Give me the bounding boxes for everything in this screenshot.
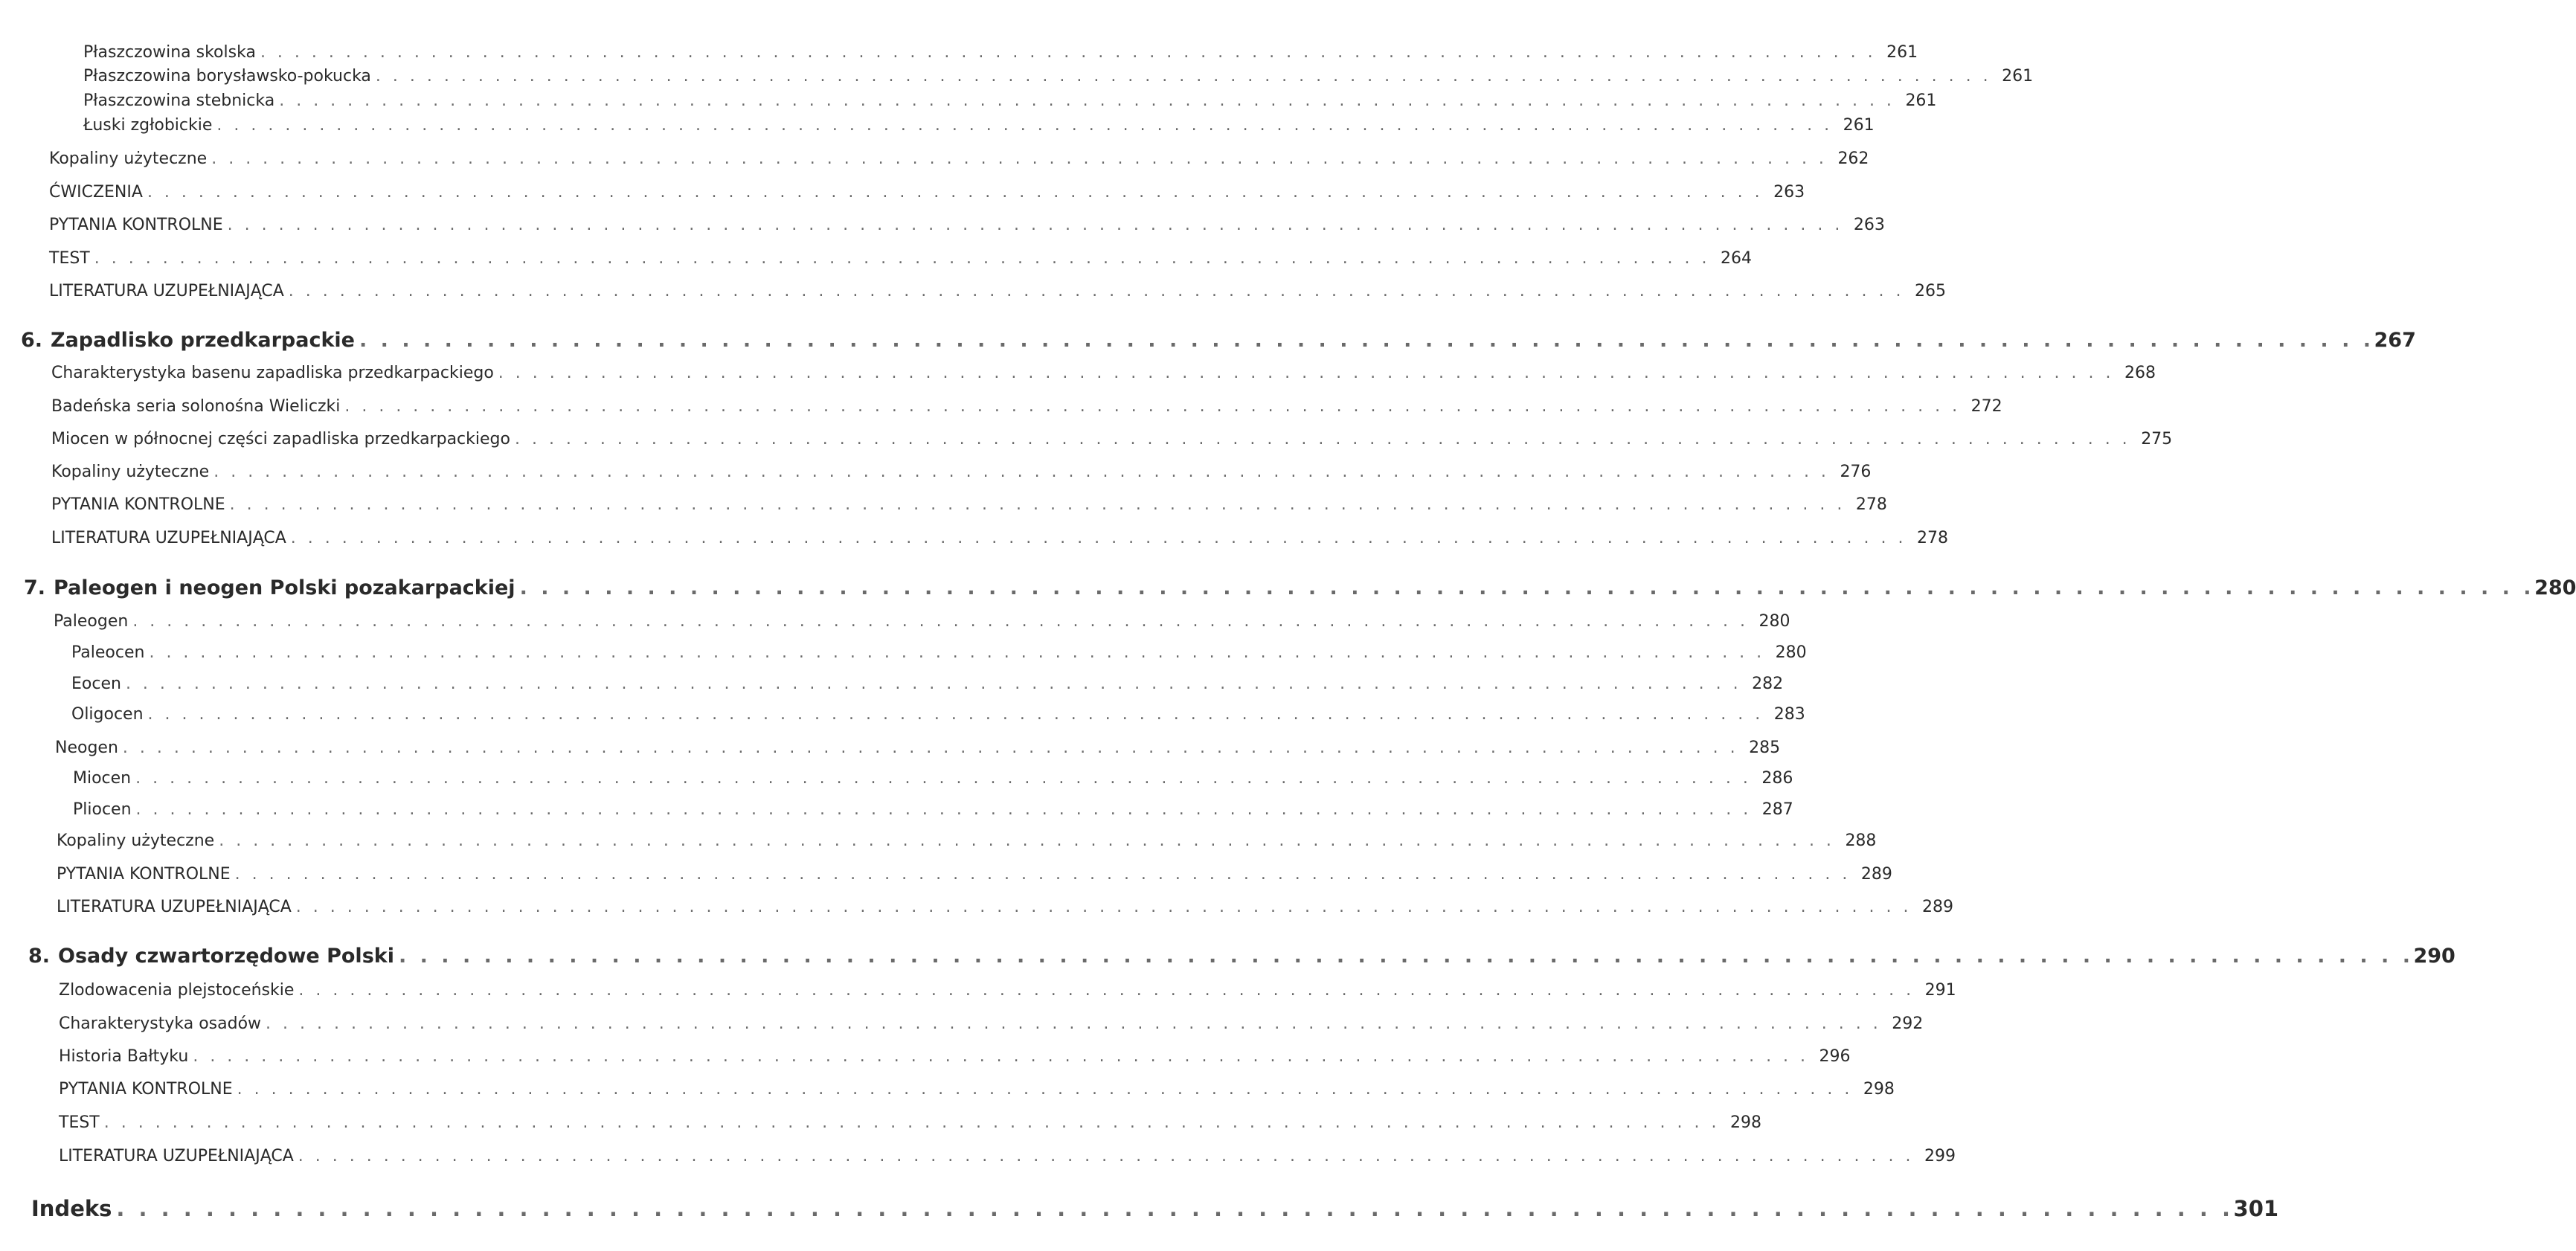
dot-leader: . . . . . . . . . . . . . . . . . . . . . . . . . . . . . . . . . . . . . . . . . . . . . . . . . . . . . . . . . . . . . . . . . . . . . . . . . . . . . . . . . . . . . . . . . . . . . . . [266,1014,1882,1033]
toc-entry [51,429,2173,450]
page-number: 283 [1773,705,1805,724]
page-number: 296 [1819,1047,1851,1066]
page-number: 267 [2374,329,2416,352]
toc-entry [57,831,1877,852]
toc-entry [83,91,1937,112]
page-number: 275 [2141,430,2173,448]
page-number: 289 [1860,865,1892,884]
dot-leader: . . . . . . . . . . . . . . . . . . . . . . . . . . . . . . . . . . . . . . . . . . . . . . . . . . . . . . . . . . . . . . . . . . . . . . . . . . . . . . . . . . . . . . . . . . . . . . . [213,463,1830,481]
chapter-number: 8. [28,945,51,968]
page-number: 262 [1837,149,1869,168]
dot-leader: . . . . . . . . . . . . . . . . . . . . . . . . . . . . . . . . . . . . . . . . . . . . . . . . . . . . . . . . . . . . . . . . . . . . . . . . . . . . . . . . . . . . . . . . . . . . . . . [103,1113,1720,1132]
toc-entry [51,396,2002,417]
entry-label: LITERATURA UZUPEŁNIAJĄCA [59,1147,294,1165]
page-number: 261 [1905,91,1937,110]
dot-leader: . . . . . . . . . . . . . . . . . . . . . . . . . . . . . . . . . . . . . . . . . . . . . . . . . . . . . . . . . . . . . . . . . . . . . . . . . . . . . . . . . . . . . . . . . . . . . . . [519,576,2535,599]
toc-entry [83,115,1875,136]
page-number: 298 [1863,1080,1895,1099]
toc-entry [83,66,2034,87]
entry-label: Paleocen [71,643,145,662]
dot-leader: . . . . . . . . . . . . . . . . . . . . . . . . . . . . . . . . . . . . . . . . . . . . . . . . . . . . . . . . . . . . . . . . . . . . . . . . . . . . . . . . . . . . . . . . . . . . . . . [216,116,1833,135]
entry-label: PYTANIA KONTROLNE [59,1080,233,1099]
dot-leader: . . . . . . . . . . . . . . . . . . . . . . . . . . . . . . . . . . . . . . . . . . . . . . . . . . . . . . . . . . . . . . . . . . . . . . . . . . . . . . . . . . . . . . . . . . . . . . . [290,529,1907,547]
toc-entry [71,674,1784,695]
chapter-heading [21,329,2416,353]
dot-leader: . . . . . . . . . . . . . . . . . . . . . . . . . . . . . . . . . . . . . . . . . . . . . . . . . . . . . . . . . . . . . . . . . . . . . . . . . . . . . . . . . . . . . . . . . . . . . . . [234,865,1851,884]
entry-label: LITERATURA UZUPEŁNIAJĄCA [51,529,286,547]
page-number: 298 [1729,1113,1761,1132]
chapter-heading [24,576,2576,600]
dot-leader: . . . . . . . . . . . . . . . . . . . . . . . . . . . . . . . . . . . . . . . . . . . . . . . . . . . . . . . . . . . . . . . . . . . . . . . . . . . . . . . . . . . . . . . . . . . . . . . [135,769,1752,788]
toc-entry [59,1146,1956,1167]
toc-entry [59,1079,1895,1100]
entry-label: LITERATURA UZUPEŁNIAJĄCA [57,898,292,916]
toc-entry [49,281,1946,302]
dot-leader: . . . . . . . . . . . . . . . . . . . . . . . . . . . . . . . . . . . . . . . . . . . . . . . . . . . . . . . . . . . . . . . . . . . . . . . . . . . . . . . . . . . . . . . . . . . . . . . [219,832,1835,850]
chapter-number: 7. [24,576,46,599]
page-number: 287 [1761,800,1793,819]
page-number: 278 [1855,495,1887,514]
dot-leader: . . . . . . . . . . . . . . . . . . . . . . . . . . . . . . . . . . . . . . . . . . . . . . . . . . . . . . . . . . . . . . . . . . . . . . . . . . . . . . . . . . . . . . . . . . . . . . . [298,1147,1914,1165]
entry-label: ĆWICZENIA [49,183,143,202]
page-number: 265 [1915,282,1946,300]
dot-leader: . . . . . . . . . . . . . . . . . . . . . . . . . . . . . . . . . . . . . . . . . . . . . . . . . . . . . . . . . . . . . . . . . . . . . . . . . . . . . . . . . . . . . . . . . . . . . . . [279,91,1895,110]
dot-leader: . . . . . . . . . . . . . . . . . . . . . . . . . . . . . . . . . . . . . . . . . . . . . . . . . . . . . . . . . . . . . . . . . . . . . . . . . . . . . . . . . . . . . . . . . . . . . . . [149,643,1765,662]
page-number: 292 [1892,1014,1924,1033]
page-number: 285 [1749,739,1781,757]
entry-label: LITERATURA UZUPEŁNIAJĄCA [49,282,284,300]
dot-leader: . . . . . . . . . . . . . . . . . . . . . . . . . . . . . . . . . . . . . . . . . . . . . . . . . . . . . . . . . . . . . . . . . . . . . . . . . . . . . . . . . . . . . . . . . . . . . . . [295,898,1912,916]
dot-leader: . . . . . . . . . . . . . . . . . . . . . . . . . . . . . . . . . . . . . . . . . . . . . . . . . . . . . . . . . . . . . . . . . . . . . . . . . . . . . . . . . . . . . . . . . . . . . . . [298,981,1915,1000]
dot-leader: . . . . . . . . . . . . . . . . . . . . . . . . . . . . . . . . . . . . . . . . . . . . . . . . . . . . . . . . . . . . . . . . . . . . . . . . . . . . . . . . . . . . . . . . . . . . . . . [193,1047,1809,1066]
entry-label: Kopaliny użyteczne [57,832,215,850]
dot-leader: . . . . . . . . . . . . . . . . . . . . . . . . . . . . . . . . . . . . . . . . . . . . . . . . . . . . . . . . . . . . . . . . . . . . . . . . . . . . . . . . . . . . . . . . . . . . . . . [147,705,1764,724]
entry-label: Charakterystyka basenu zapadliska przedkarpackiego [51,364,494,382]
dot-leader: . . . . . . . . . . . . . . . . . . . . . . . . . . . . . . . . . . . . . . . . . . . . . . . . . . . . . . . . . . . . . . . . . . . . . . . . . . . . . . . . . . . . . . . . . . . . . . . [288,282,1904,300]
dot-leader: . . . . . . . . . . . . . . . . . . . . . . . . . . . . . . . . . . . . . . . . . . . . . . . . . . . . . . . . . . . . . . . . . . . . . . . . . . . . . . . . . . . . . . . . . . . . . . . [132,612,1749,631]
entry-label: Miocen w północnej części zapadliska przedkarpackiego [51,430,510,448]
toc-entry [49,215,1885,236]
page-number: 264 [1720,249,1752,268]
dot-leader: . . . . . . . . . . . . . . . . . . . . . . . . . . . . . . . . . . . . . . . . . . . . . . . . . . . . . . . . . . . . . . . . . . . . . . . . . . . . . . . . . . . . . . . . . . . . . . . [237,1080,1853,1099]
dot-leader: . . . . . . . . . . . . . . . . . . . . . . . . . . . . . . . . . . . . . . . . . . . . . . . . . . . . . . . . . . . . . . . . . . . . . . . . . . . . . . . . . . . . . . . . . . . . . . . [375,67,1992,86]
toc-entry [59,980,1956,1001]
entry-label: Neogen [55,739,118,757]
toc-entry [51,495,1887,515]
dot-leader: . . . . . . . . . . . . . . . . . . . . . . . . . . . . . . . . . . . . . . . . . . . . . . . . . . . . . . . . . . . . . . . . . . . . . . . . . . . . . . . . . . . . . . . . . . . . . . . [211,149,1828,168]
toc-entry [49,149,1869,170]
page-number: 290 [2413,945,2455,968]
chapter-number: 6. [21,329,43,352]
page-number: 268 [2124,364,2156,382]
page-number: 299 [1924,1147,1956,1165]
toc-entry [71,704,1805,725]
entry-label: PYTANIA KONTROLNE [49,216,223,234]
toc-entry [59,1113,1761,1133]
chapter-title [28,945,399,968]
dot-leader: . . . . . . . . . . . . . . . . . . . . . . . . . . . . . . . . . . . . . . . . . . . . . . . . . . . . . . . . . . . . . . . . . . . . . . . . . . . . . . . . . . . . . . . . . . . . . . . [122,739,1739,757]
toc-entry [57,864,1892,885]
entry-label: Zlodowacenia plejstoceńskie [59,981,295,1000]
dot-leader: . . . . . . . . . . . . . . . . . . . . . . . . . . . . . . . . . . . . . . . . . . . . . . . . . . . . . . . . . . . . . . . . . . . . . . . . . . . . . . . . . . . . . . . . . . . . . . . [116,1196,2234,1221]
page-number: 272 [1970,397,2002,416]
toc-entry [57,897,1953,918]
entry-label: Płaszczowina skolska [83,43,256,62]
toc-entry [73,800,1793,820]
chapter-title-text: Osady czwartorzędowe Polski [58,945,394,968]
page-number: 261 [1843,116,1875,135]
entry-label: TEST [49,249,90,268]
page-number: 291 [1924,981,1956,1000]
entry-label: Płaszczowina stebnicka [83,91,275,110]
dot-leader: . . . . . . . . . . . . . . . . . . . . . . . . . . . . . . . . . . . . . . . . . . . . . . . . . . . . . . . . . . . . . . . . . . . . . . . . . . . . . . . . . . . . . . . . . . . . . . . [125,675,1742,693]
entry-label: Paleogen [54,612,129,631]
page-number: 289 [1922,898,1953,916]
dot-leader: . . . . . . . . . . . . . . . . . . . . . . . . . . . . . . . . . . . . . . . . . . . . . . . . . . . . . . . . . . . . . . . . . . . . . . . . . . . . . . . . . . . . . . . . . . . . . . . [344,397,1961,416]
entry-label: TEST [59,1113,100,1132]
dot-leader: . . . . . . . . . . . . . . . . . . . . . . . . . . . . . . . . . . . . . . . . . . . . . . . . . . . . . . . . . . . . . . . . . . . . . . . . . . . . . . . . . . . . . . . . . . . . . . . [498,364,2115,382]
toc-entry [59,1014,1924,1035]
dot-leader: . . . . . . . . . . . . . . . . . . . . . . . . . . . . . . . . . . . . . . . . . . . . . . . . . . . . . . . . . . . . . . . . . . . . . . . . . . . . . . . . . . . . . . . . . . . . . . . [147,183,1764,202]
entry-label: Oligocen [71,705,144,724]
entry-label: Miocen [73,769,132,788]
chapter-title-text: Paleogen i neogen Polski pozakarpackiej [54,576,515,599]
page-number: 280 [2534,576,2576,599]
page-number: 280 [1758,612,1790,631]
page-number: 288 [1845,832,1877,850]
toc-entry [51,363,2156,384]
toc-entry [51,462,1872,483]
page-number: 278 [1917,529,1948,547]
dot-leader: . . . . . . . . . . . . . . . . . . . . . . . . . . . . . . . . . . . . . . . . . . . . . . . . . . . . . . . . . . . . . . . . . . . . . . . . . . . . . . . . . . . . . . . . . . . . . . . [135,800,1752,819]
index-entry [31,1196,2279,1221]
page-number: 280 [1775,643,1807,662]
entry-label: PYTANIA KONTROLNE [51,495,225,514]
toc-entry [71,643,1807,663]
toc-entry [59,1046,1851,1067]
entry-label: Płaszczowina borysławsko-pokucka [83,67,371,86]
entry-label: Łuski zgłobickie [83,116,213,135]
dot-leader: . . . . . . . . . . . . . . . . . . . . . . . . . . . . . . . . . . . . . . . . . . . . . . . . . . . . . . . . . . . . . . . . . . . . . . . . . . . . . . . . . . . . . . . . . . . . . . . [227,216,1843,234]
dot-leader: . . . . . . . . . . . . . . . . . . . . . . . . . . . . . . . . . . . . . . . . . . . . . . . . . . . . . . . . . . . . . . . . . . . . . . . . . . . . . . . . . . . . . . . . . . . . . . . [514,430,2131,448]
entry-label: Kopaliny użyteczne [49,149,208,168]
entry-label: Historia Bałtyku [59,1047,189,1066]
page-number: 301 [2233,1196,2279,1221]
entry-label: PYTANIA KONTROLNE [57,865,231,884]
dot-leader: . . . . . . . . . . . . . . . . . . . . . . . . . . . . . . . . . . . . . . . . . . . . . . . . . . . . . . . . . . . . . . . . . . . . . . . . . . . . . . . . . . . . . . . . . . . . . . . [229,495,1846,514]
dot-leader: . . . . . . . . . . . . . . . . . . . . . . . . . . . . . . . . . . . . . . . . . . . . . . . . . . . . . . . . . . . . . . . . . . . . . . . . . . . . . . . . . . . . . . . . . . . . . . . [398,945,2414,968]
toc-entry [83,42,1918,63]
chapter-title [24,576,520,600]
chapter-heading [28,945,2455,968]
toc-entry [49,182,1805,203]
toc-entry [49,248,1752,269]
entry-label: Kopaliny użyteczne [51,463,210,481]
chapter-title [21,329,359,353]
dot-leader: . . . . . . . . . . . . . . . . . . . . . . . . . . . . . . . . . . . . . . . . . . . . . . . . . . . . . . . . . . . . . . . . . . . . . . . . . . . . . . . . . . . . . . . . . . . . . . . [359,329,2374,352]
entry-label: Charakterystyka osadów [59,1014,262,1033]
page-number: 263 [1773,183,1805,202]
page-number: 276 [1840,463,1872,481]
chapter-title-text: Zapadlisko przedkarpackie [51,329,355,352]
toc-entry [54,611,1790,632]
dot-leader: . . . . . . . . . . . . . . . . . . . . . . . . . . . . . . . . . . . . . . . . . . . . . . . . . . . . . . . . . . . . . . . . . . . . . . . . . . . . . . . . . . . . . . . . . . . . . . . [94,249,1710,268]
entry-label: Eocen [71,675,121,693]
toc-entry [51,528,1948,549]
index-label: Indeks [31,1196,112,1221]
entry-label: Pliocen [73,800,132,819]
page-number: 286 [1761,769,1793,788]
toc-entry [55,738,1781,759]
page-number: 282 [1752,675,1784,693]
toc-entry [73,768,1793,789]
entry-label: Badeńska seria solonośna Wieliczki [51,397,341,416]
dot-leader: . . . . . . . . . . . . . . . . . . . . . . . . . . . . . . . . . . . . . . . . . . . . . . . . . . . . . . . . . . . . . . . . . . . . . . . . . . . . . . . . . . . . . . . . . . . . . . . [260,43,1877,62]
page-number: 261 [2002,67,2034,86]
page-number: 263 [1853,216,1885,234]
page-number: 261 [1886,43,1918,62]
